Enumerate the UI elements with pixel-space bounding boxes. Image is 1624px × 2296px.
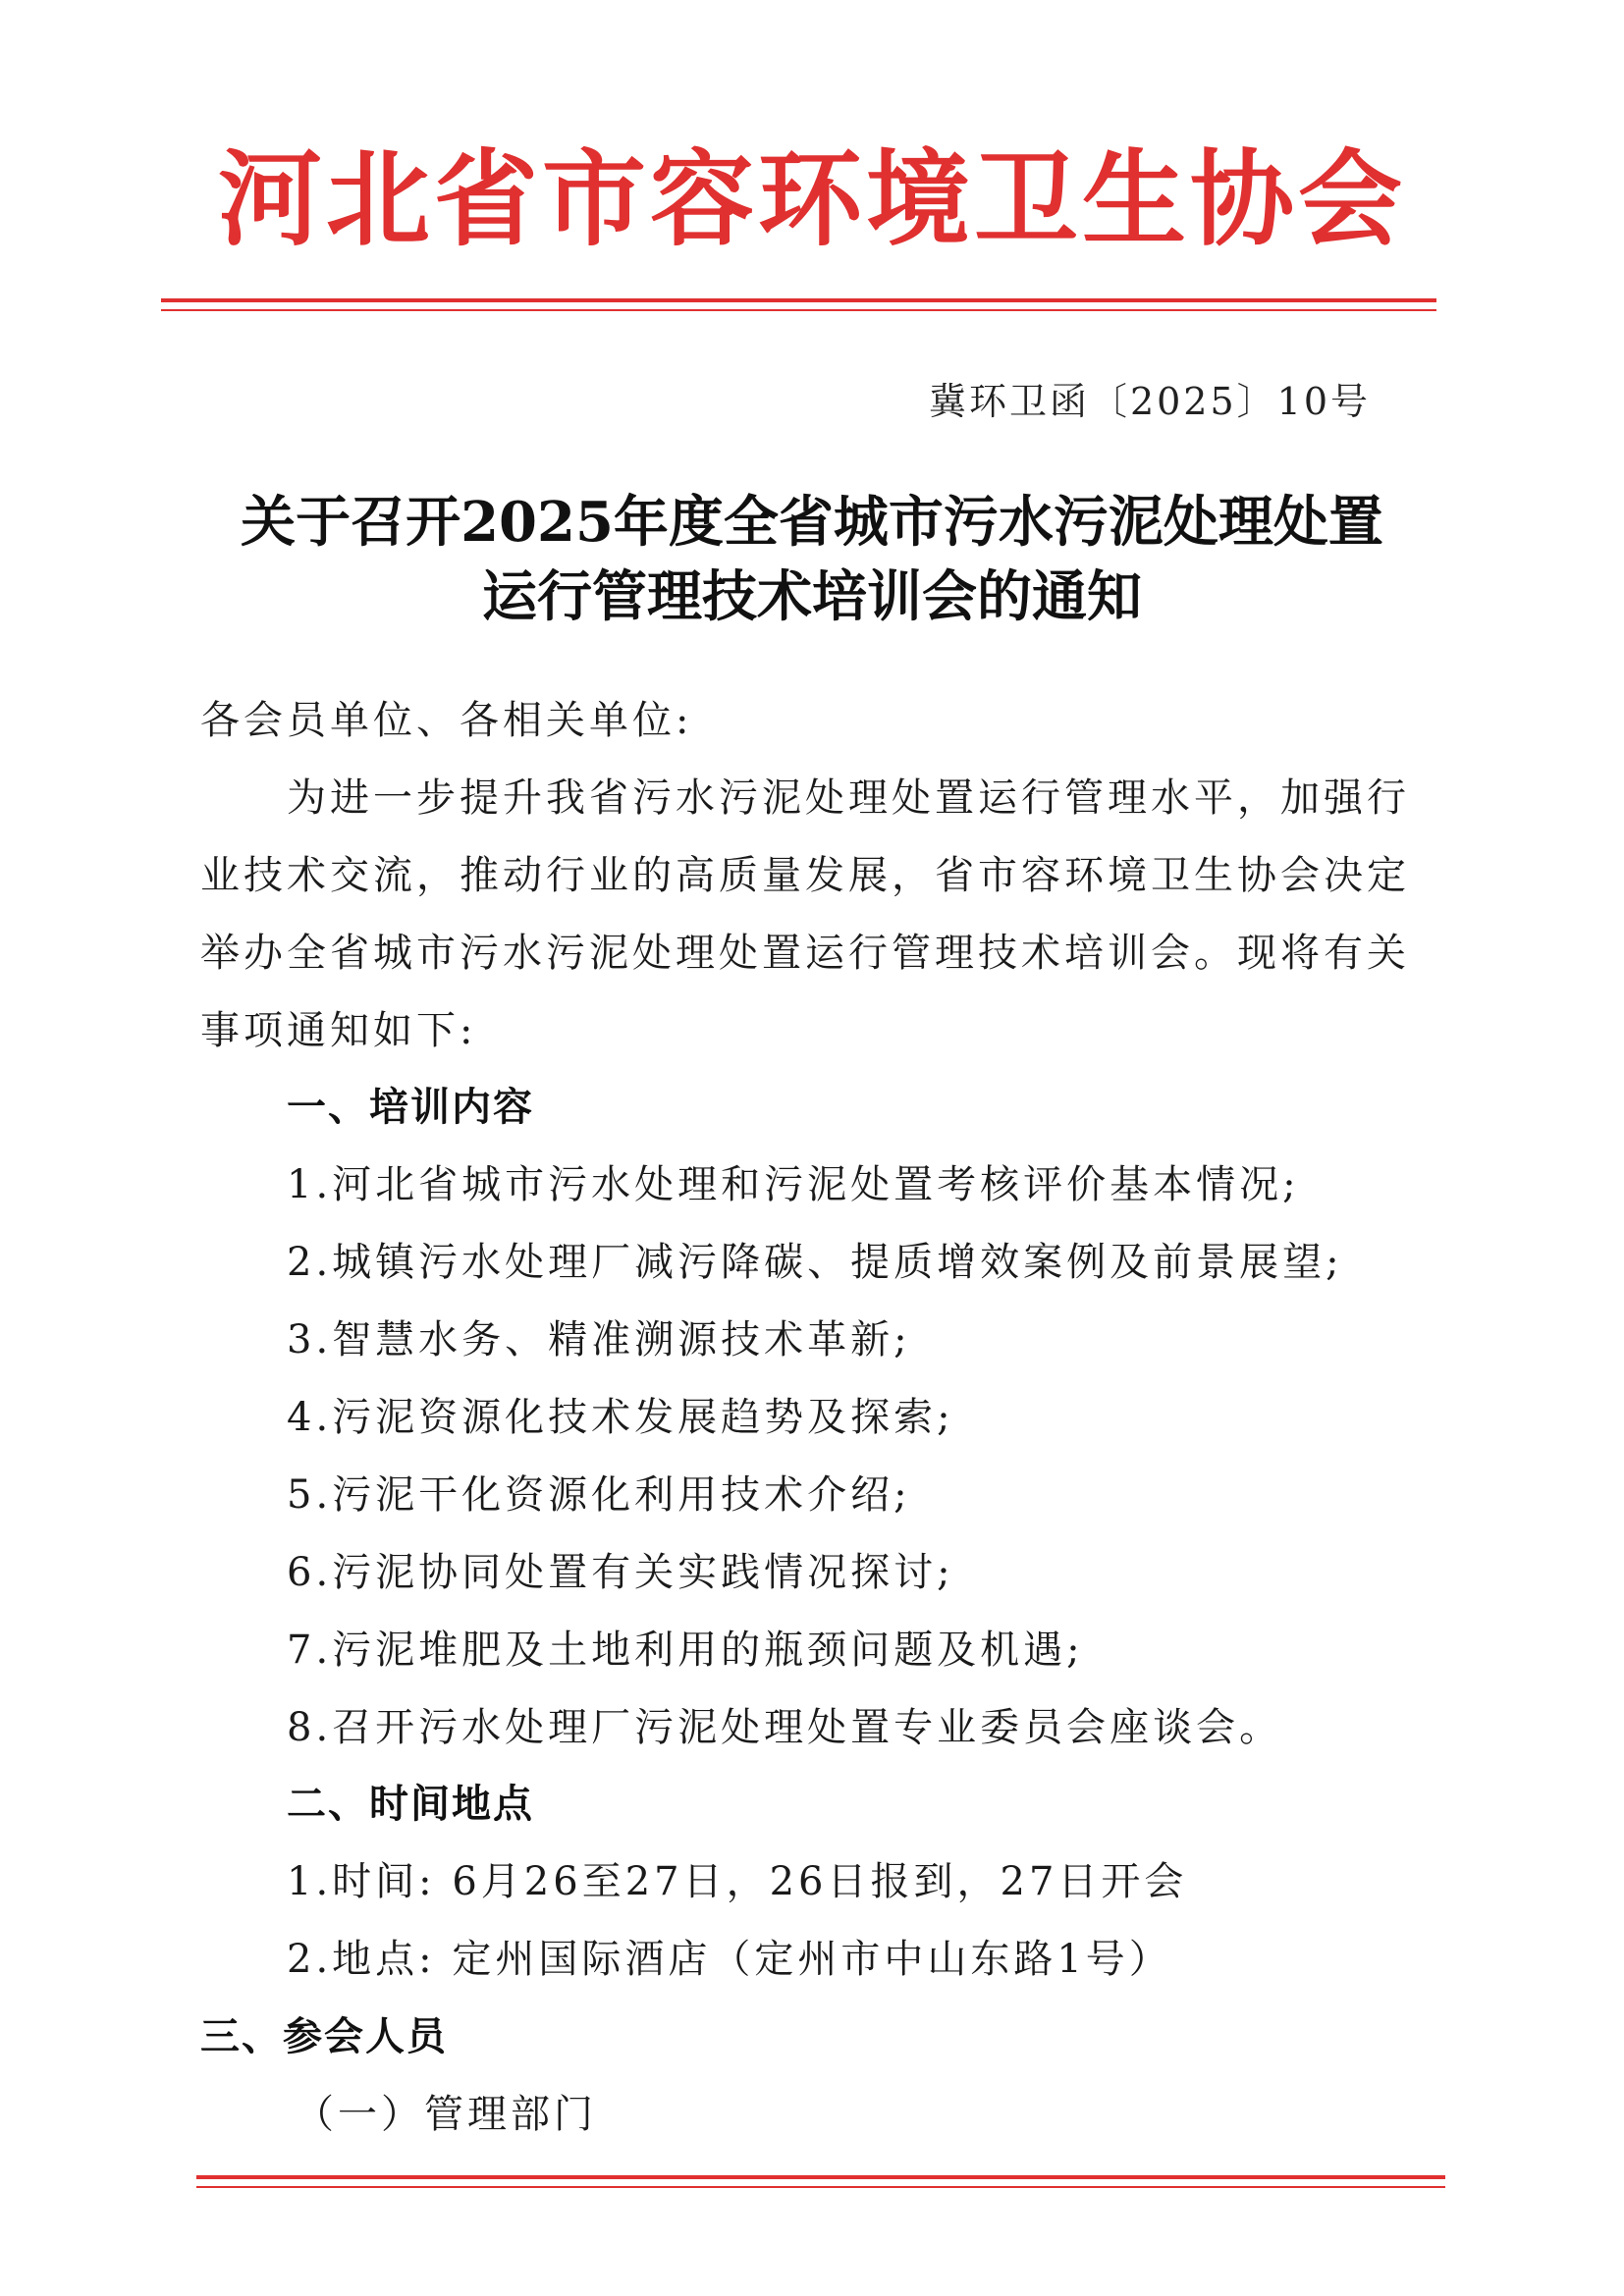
intro-paragraph-line: 为进一步提升我省污水污泥处理处置运行管理水平，加强行: [287, 775, 1410, 821]
section-heading-participants: 三、参会人员: [200, 2014, 448, 2059]
salutation: 各会员单位、各相关单位:: [200, 698, 693, 743]
training-item: 8.召开污水处理厂污泥处理处置专业委员会座谈会。: [287, 1705, 1283, 1750]
organization-letterhead: 河北省市容环境卫生协会: [218, 137, 1406, 260]
notice-title-line-1: 关于召开2025年度全省城市污水污泥处理处置: [241, 490, 1383, 555]
header-rule-thick: [161, 298, 1436, 302]
intro-paragraph-line: 事项通知如下:: [200, 1008, 477, 1053]
footer-rule-thin: [196, 2186, 1445, 2188]
training-item: 3.智慧水务、精准溯源技术革新;: [287, 1317, 911, 1362]
participants-subsection: （一）管理部门: [295, 2092, 597, 2137]
training-item: 7.污泥堆肥及土地利用的瓶颈问题及机遇;: [287, 1628, 1084, 1673]
training-item: 5.污泥干化资源化利用技术介绍;: [287, 1472, 911, 1518]
document-number: 冀环卫函〔2025〕10号: [928, 380, 1371, 423]
meeting-time: 1.时间: 6月26至27日，26日报到，27日开会: [287, 1859, 1188, 1904]
meeting-place: 2.地点: 定州国际酒店（定州市中山东路1号）: [287, 1937, 1172, 1982]
intro-paragraph-line: 举办全省城市污水污泥处理处置运行管理技术培训会。现将有关: [200, 931, 1410, 976]
notice-title-line-2: 运行管理技术培训会的通知: [482, 564, 1142, 629]
footer-rule-thick: [196, 2175, 1445, 2179]
training-item: 4.污泥资源化技术发展趋势及探索;: [287, 1395, 954, 1440]
training-item: 1.河北省城市污水处理和污泥处置考核评价基本情况;: [287, 1162, 1300, 1207]
section-heading-time-place: 二、时间地点: [287, 1782, 534, 1827]
header-rule-thin: [161, 309, 1436, 311]
training-item: 2.城镇污水处理厂减污降碳、提质增效案例及前景展望;: [287, 1240, 1343, 1285]
section-heading-training-content: 一、培训内容: [287, 1085, 534, 1130]
training-item: 6.污泥协同处置有关实践情况探讨;: [287, 1550, 954, 1595]
intro-paragraph-line: 业技术交流，推动行业的高质量发展，省市容环境卫生协会决定: [200, 853, 1410, 898]
